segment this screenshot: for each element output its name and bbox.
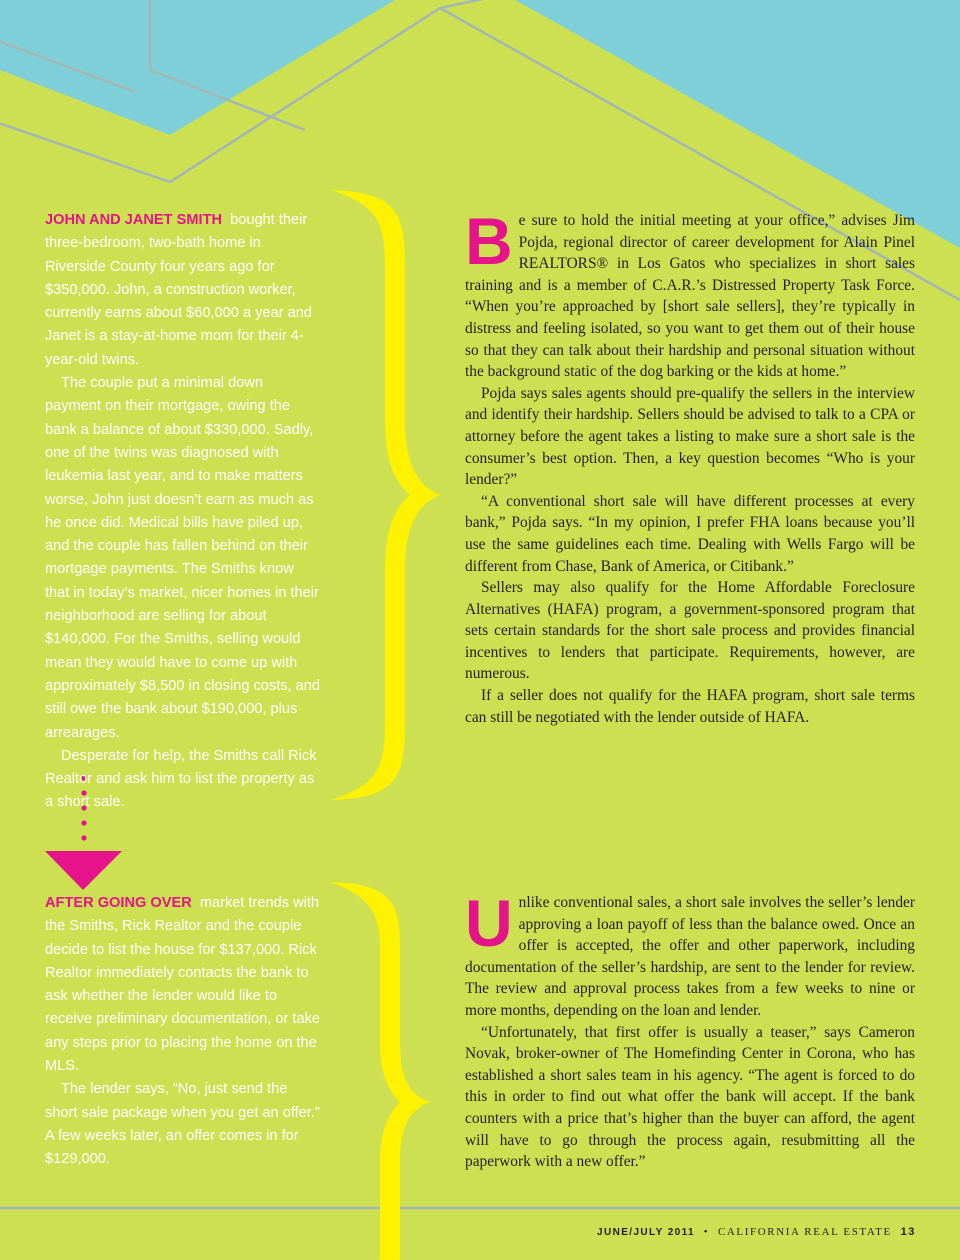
article-paragraph: nlike conventional sales, a short sale involves the seller’s lender approving a loan payoff of less than the balance owed. Once an offer is accepted, the offer and other paperwork, including documentation of the seller’s hardship, are sent to the lender for review. The review and approval process takes from a few weeks to nine or more months, depending on the loan and lender. xyxy=(465,894,915,1019)
article-section-1 xyxy=(465,204,915,728)
down-arrow-icon xyxy=(45,851,122,890)
article-paragraph: If a seller does not qualify for the HAFA program, short sale terms can still be negotiated with the lender outside of HAFA. xyxy=(465,687,915,726)
sidebar-text-span: market trends with the Smiths, Rick Realtor and the couple decide to list the house for $137,000. Rick Realtor immediately contacts the bank to ask whether the lender would like to receive preliminary documentation, or take any steps prior to placing the home on the MLS. xyxy=(45,895,320,1075)
sidebar-lead-in: JOHN AND JANET SMITH xyxy=(45,212,223,228)
footer-magazine-title: CALIFORNIA REAL ESTATE xyxy=(717,1226,892,1238)
sidebar-paragraph: The couple put a minimal down payment on their mortgage, owing the bank a balance of about $330,000. Sadly, one of the twins was diagnosed with leukemia last year, and to make matters worse, John just doesn’t earn as much as he once did. Medical bills have piled up, and the couple has fallen behind on their mortgage payments. The Smiths know that in today’s market, nicer homes in their neighborhood are selling for about $140,000. For the Smiths, selling would mean they would have to come up with approximately $8,500 in closing costs, and still owe the bank about $190,000, plus arrearages. xyxy=(45,375,321,741)
article-paragraph: Pojda says sales agents should pre-qualify the sellers in the interview and identify their hardship. Sellers should be advised to talk to a CPA or attorney before the agent takes a listing to make sure a short sale is the consumer’s best option. Then, a key question becomes “Who is your lender?” xyxy=(465,384,915,489)
sidebar-story-1 xyxy=(45,209,322,815)
article-paragraph: Sellers may also qualify for the Home Affordable Foreclosure Alternatives (HAFA) program, a government-sponsored program that sets certain standards for the short sale process and provides financial incentives to lenders that participate. Requirements, however, are numerous. xyxy=(465,579,915,683)
article-paragraph: “Unfortunately, that first offer is usually a teaser,” says Cameron Novak, broker-owner of The Homefinding Center in Corona, who has established a short sales team in his agency. “The agent is forced to do this in order to find out what offer the bank will accept. If the bank counters with a price that’s higher than the buyer can afford, the agent will have to go through the process again, resubmitting all the paperwork with a new offer.” xyxy=(465,1023,915,1171)
page-footer xyxy=(597,1226,916,1238)
footer-page-number: 13 xyxy=(900,1226,916,1238)
sidebar-paragraph: Desperate for help, the Smiths call Rick Realtor and ask him to list the property as a short sale. xyxy=(45,747,317,811)
sidebar-lead-in: AFTER GOING OVER xyxy=(45,895,192,911)
footer-bullet: • xyxy=(703,1226,710,1238)
article-paragraph: e sure to hold the initial meeting at your office,” advises Jim Pojda, regional director of career development for Alain Pinel REALTORS® in Los Gatos who specializes in short sales training and is a member of C.A.R.’s Distressed Property Task Force. “When you’re approached by [short sale sellers], they’re typically in distress and feeling isolated, so you want to get them out of their house so that they can talk about their hardship and personal situation without the background static of the dog barking or the kids at home.” xyxy=(465,212,915,381)
footer-issue-date: JUNE/JULY 2011 xyxy=(597,1227,695,1238)
curly-brace-icon xyxy=(330,882,430,1260)
sidebar-paragraph xyxy=(45,209,322,372)
curly-brace-icon xyxy=(330,190,440,800)
article-paragraph: “A conventional short sale will have different processes at every bank,” Pojda says. “In my opinion, I prefer FHA loans because you’ll use the same guidelines each time. Dealing with Wells Fargo will be different from Chase, Bank of America, or Citibank.” xyxy=(465,492,915,575)
sky-shape xyxy=(0,0,395,135)
sidebar-story-2 xyxy=(45,892,322,1172)
sidebar-paragraph: The lender says, “No, just send the short sale package when you get an offer.” A few weeks later, an offer comes in for $129,000. xyxy=(45,1081,320,1168)
drop-cap: U xyxy=(465,886,513,960)
drop-cap: B xyxy=(465,204,513,278)
sidebar-paragraph xyxy=(45,892,322,1078)
article-section-2 xyxy=(465,886,915,1173)
sidebar-text-span: bought their three-bedroom, two-bath home in Riverside County four years ago for $350,000. John, a construction worker, currently earns about $60,000 a year and Janet is a stay-at-home mom for their 4-year-old twins. xyxy=(45,212,312,368)
